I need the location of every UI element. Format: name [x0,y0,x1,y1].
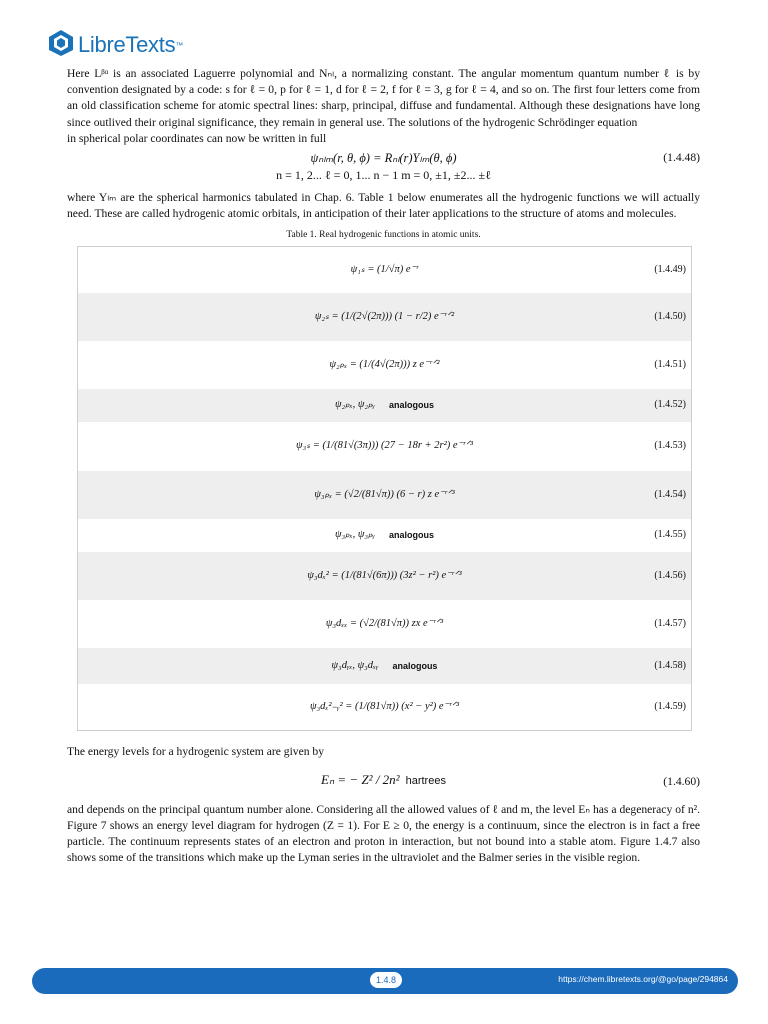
page-footer [32,968,738,994]
analogous-label: analogous [392,660,438,671]
analogous-label: analogous [388,400,434,411]
equation-number: (1.4.60) [663,774,700,788]
equation-number: (1.4.55) [654,529,686,541]
table-row [78,341,691,389]
equation-number: (1.4.59) [654,700,686,712]
equation-number: (1.4.48) [663,151,700,165]
equation-number: (1.4.58) [654,659,686,671]
equation-number: (1.4.56) [654,569,686,581]
page-number-badge: 1.4.8 [370,972,402,988]
orbital-expression: ψ₃ₚₓ, ψ₃ₚᵧ [334,529,375,541]
orbital-expression: ψ₃dₓ²₋ᵧ² = (1/(81√π)) (x² − y²) e⁻ʳᐟ³ [310,700,459,712]
equation-number: (1.4.50) [654,310,686,322]
equation-1-4-48 [67,150,700,188]
page-url-link[interactable]: https://chem.libretexts.org/@go/page/294864 [558,974,728,984]
logo-trademark: ™ [175,40,184,50]
table-row [78,648,691,684]
orbital-expression: ψ₃ₚₓ = (√2/(81√π)) (6 − r) z e⁻ʳᐟ³ [314,488,455,500]
table-row [78,552,691,600]
orbital-expression: ψ₃ₛ = (1/(81√(3π))) (27 − 18r + 2r²) e⁻ʳᐟ³ [296,440,473,452]
libretexts-logo-icon[interactable] [48,29,74,62]
table-row [78,471,691,519]
equation-number: (1.4.53) [654,440,686,452]
equation-number: (1.4.54) [654,488,686,500]
orbital-expression: ψ₂ₚₓ, ψ₂ₚᵧ [334,399,375,411]
table-row [78,519,691,552]
equation-expression: ψₙₗₘ(r, θ, ϕ) = Rₙₗ(r)Yₗₘ(θ, ϕ) [310,151,457,166]
energy-paragraph: and depends on the principal quantum number alone. Considering all the allowed values of ℓ and m, the level Eₙ has a degeneracy of n². Figure 7 shows an energy level diagram for hydrogen (Z = 1). For E ≥ 0, the energy is a continuum, since the electron is in fact a free particle. The continuum represents states of an electron and proton in interaction, but not bound into a stable atom. Figure 1.4.7 also shows some of the transitions which make up the Lyman series in the ultraviolet and the Balmer series in the visible region. [67,802,700,865]
table-row [78,422,691,471]
orbitals-paragraph: where Yₗₘ are the spherical harmonics tabulated in Chap. 6. Table 1 below enumerates all the hydrogenic functions we will actually need. These are called hydrogenic atomic orbitals, in anticipation of their later applications to the structure of atoms and molecules. [67,191,700,221]
article-body [67,66,700,867]
orbital-expression: ψ₁ₛ = (1/√π) e⁻ʳ [350,263,419,275]
table-row [78,293,691,341]
equation-number: (1.4.49) [654,263,686,275]
equation-1-4-60 [67,762,700,802]
equation-ranges: n = 1, 2... ℓ = 0, 1... n − 1 m = 0, ±1, ±2... ±ℓ [276,168,491,183]
intro-paragraph-2: in spherical polar coordinates can now be written in full [67,131,327,145]
orbital-expression: ψ₂ₛ = (1/(2√(2π))) (1 − r/2) e⁻ʳᐟ² [314,310,455,322]
site-header [48,27,183,63]
table-row [78,684,691,730]
intro-paragraph: Here Lᵝᵅ is an associated Laguerre polynomial and Nₙₗ, a normalizing constant. The angular momentum quantum number ℓ is by convention designated by a code: s for ℓ = 0, p for ℓ = 1, d for ℓ = 2, f for ℓ = 3, g for ℓ = 4, and so on. The first four letters come from an old classification scheme for atomic spectral lines: sharp, principal, diffuse and fundamental. Although these designations have long since outlived their original significance, they remain in general use. The solutions of the hydrogenic Schrödinger equation [67,67,700,129]
table-row [78,389,691,422]
orbital-expression: ψ₃dₓ² = (1/(81√(6π))) (3z² − r²) e⁻ʳᐟ³ [307,569,462,581]
orbital-expression: ψ₃dₓₓ = (√2/(81√π)) zx e⁻ʳᐟ³ [325,617,444,629]
energy-unit: hartrees [405,774,446,787]
energy-expression: Eₙ = − Z² / 2n² [321,771,400,787]
equation-number: (1.4.51) [654,358,686,370]
hydrogenic-functions-table [77,246,692,731]
table-row [78,600,691,648]
analogous-label: analogous [388,530,434,541]
orbital-expression: ψ₂ₚₓ = (1/(4√(2π))) z e⁻ʳᐟ² [329,358,440,370]
table-caption: Table 1. Real hydrogenic functions in atomic units. [286,230,481,241]
logo-text[interactable]: LibreTexts [78,32,176,57]
energy-intro: The energy levels for a hydrogenic system are given by [67,744,325,758]
table-row [78,247,691,293]
energy-expression-line [67,772,700,789]
equation-number: (1.4.57) [654,617,686,629]
orbital-expression: ψ₃dᵧₓ, ψ₃dₓᵧ [331,659,379,671]
equation-number: (1.4.52) [654,399,686,411]
